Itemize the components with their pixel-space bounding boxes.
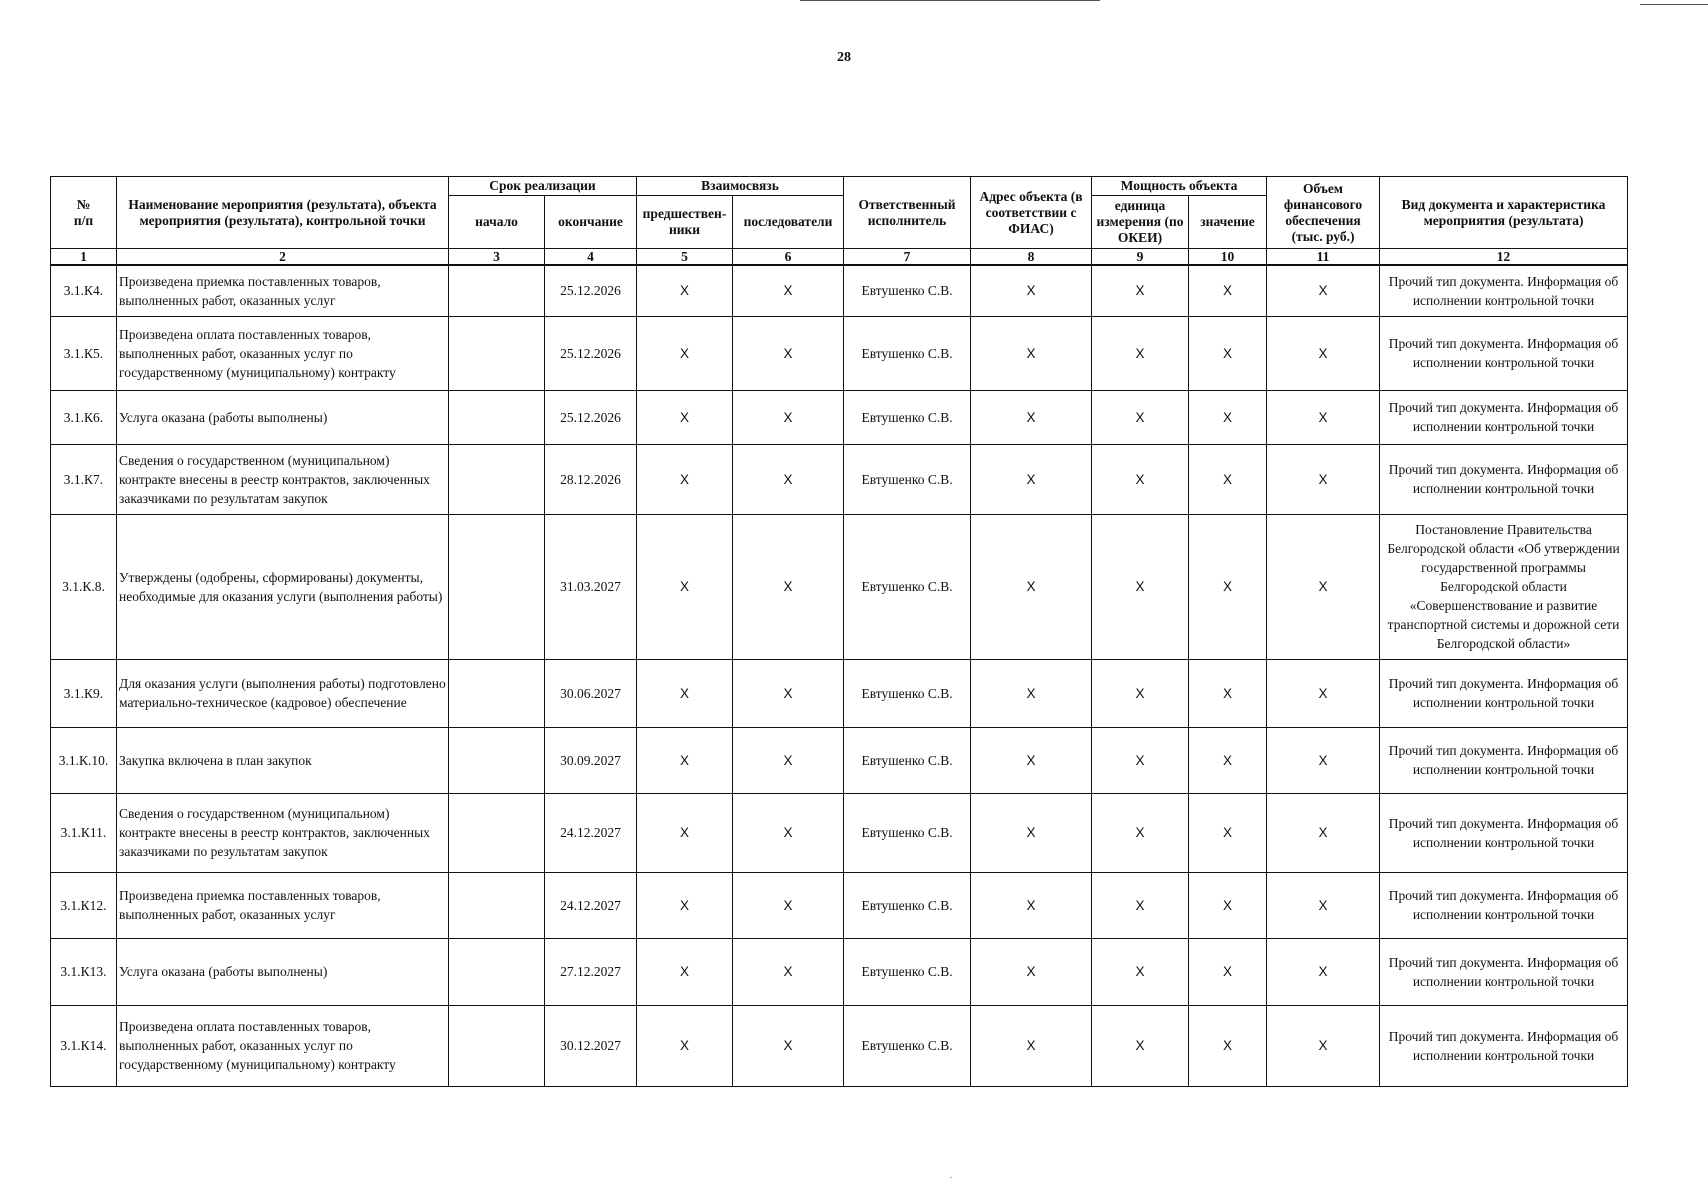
row-start — [449, 1005, 545, 1086]
row-unit: Х — [1092, 727, 1189, 793]
row-next: Х — [733, 444, 844, 514]
row-responsible: Евтушенко С.В. — [844, 872, 971, 938]
row-start — [449, 390, 545, 444]
table-row — [51, 659, 1628, 727]
row-number: 3.1.К5. — [51, 316, 117, 390]
row-name: Утверждены (одобрены, сформированы) документы, необходимые для оказания услуги (выполнения работы) — [117, 514, 449, 659]
row-start — [449, 444, 545, 514]
column-number: 1 — [51, 249, 117, 266]
row-next: Х — [733, 659, 844, 727]
row-doc: Прочий тип документа. Информация об исполнении контрольной точки — [1380, 793, 1628, 872]
header-relation-prev: предшествен-ники — [637, 196, 733, 249]
table-row — [51, 316, 1628, 390]
row-doc: Прочий тип документа. Информация об исполнении контрольной точки — [1380, 1005, 1628, 1086]
table-row — [51, 444, 1628, 514]
row-value: Х — [1189, 793, 1267, 872]
row-start — [449, 727, 545, 793]
row-doc: Прочий тип документа. Информация об исполнении контрольной точки — [1380, 938, 1628, 1005]
row-number: 3.1.К11. — [51, 793, 117, 872]
header-term-end: окончание — [545, 196, 637, 249]
row-unit: Х — [1092, 793, 1189, 872]
row-number: 3.1.К.10. — [51, 727, 117, 793]
row-prev: Х — [637, 444, 733, 514]
header-name: Наименование мероприятия (результата), объекта мероприятия (результата), контрольной точки — [117, 177, 449, 249]
row-next: Х — [733, 872, 844, 938]
row-address: Х — [971, 444, 1092, 514]
row-unit: Х — [1092, 444, 1189, 514]
row-name: Закупка включена в план закупок — [117, 727, 449, 793]
row-number: 3.1.К7. — [51, 444, 117, 514]
row-finance: Х — [1267, 727, 1380, 793]
column-number: 4 — [545, 249, 637, 266]
row-value: Х — [1189, 316, 1267, 390]
row-name: Произведена оплата поставленных товаров, выполненных работ, оказанных услуг по государственному (муниципальному) контракту — [117, 316, 449, 390]
table-row — [51, 872, 1628, 938]
header-responsible: Ответственный исполнитель — [844, 177, 971, 249]
row-value: Х — [1189, 727, 1267, 793]
row-address: Х — [971, 265, 1092, 316]
row-next: Х — [733, 514, 844, 659]
header-term: Срок реализации — [449, 177, 637, 196]
row-responsible: Евтушенко С.В. — [844, 390, 971, 444]
row-responsible: Евтушенко С.В. — [844, 1005, 971, 1086]
row-value: Х — [1189, 390, 1267, 444]
row-finance: Х — [1267, 265, 1380, 316]
row-number: 3.1.К12. — [51, 872, 117, 938]
row-value: Х — [1189, 514, 1267, 659]
header-term-start: начало — [449, 196, 545, 249]
row-next: Х — [733, 265, 844, 316]
row-start — [449, 514, 545, 659]
header-relation-next: последователи — [733, 196, 844, 249]
column-number: 2 — [117, 249, 449, 266]
header-num: № п/п — [51, 177, 117, 249]
row-name: Услуга оказана (работы выполнены) — [117, 390, 449, 444]
row-start — [449, 793, 545, 872]
row-responsible: Евтушенко С.В. — [844, 793, 971, 872]
row-end: 28.12.2026 — [545, 444, 637, 514]
column-number: 8 — [971, 249, 1092, 266]
row-unit: Х — [1092, 265, 1189, 316]
row-prev: Х — [637, 727, 733, 793]
row-next: Х — [733, 938, 844, 1005]
row-doc: Прочий тип документа. Информация об исполнении контрольной точки — [1380, 444, 1628, 514]
row-doc: Прочий тип документа. Информация об исполнении контрольной точки — [1380, 316, 1628, 390]
row-finance: Х — [1267, 872, 1380, 938]
column-number: 5 — [637, 249, 733, 266]
table-row — [51, 727, 1628, 793]
row-address: Х — [971, 390, 1092, 444]
table-row — [51, 938, 1628, 1005]
row-number: 3.1.К6. — [51, 390, 117, 444]
row-end: 25.12.2026 — [545, 390, 637, 444]
header-address: Адрес объекта (в соответствии с ФИАС) — [971, 177, 1092, 249]
table-row — [51, 514, 1628, 659]
row-name: Произведена приемка поставленных товаров, выполненных работ, оказанных услуг — [117, 265, 449, 316]
header-capacity-unit: единица измерения (по ОКЕИ) — [1092, 196, 1189, 249]
row-unit: Х — [1092, 390, 1189, 444]
row-name: Произведена приемка поставленных товаров, выполненных работ, оказанных услуг — [117, 872, 449, 938]
row-start — [449, 938, 545, 1005]
row-prev: Х — [637, 659, 733, 727]
page-number: 28 — [837, 50, 851, 65]
table-row — [51, 1005, 1628, 1086]
scan-top-line — [800, 0, 1100, 1]
row-address: Х — [971, 727, 1092, 793]
column-number: 6 — [733, 249, 844, 266]
row-end: 25.12.2026 — [545, 316, 637, 390]
row-unit: Х — [1092, 1005, 1189, 1086]
row-responsible: Евтушенко С.В. — [844, 727, 971, 793]
column-number: 11 — [1267, 249, 1380, 266]
row-doc: Прочий тип документа. Информация об исполнении контрольной точки — [1380, 265, 1628, 316]
row-responsible: Евтушенко С.В. — [844, 444, 971, 514]
row-prev: Х — [637, 872, 733, 938]
row-number: 3.1.К.8. — [51, 514, 117, 659]
row-start — [449, 316, 545, 390]
row-name: Для оказания услуги (выполнения работы) подготовлено материально-техническое (кадровое) обеспечение — [117, 659, 449, 727]
row-name: Сведения о государственном (муниципальном) контракте внесены в реестр контрактов, заключенных заказчиками по результатам закупок — [117, 444, 449, 514]
row-finance: Х — [1267, 659, 1380, 727]
row-value: Х — [1189, 659, 1267, 727]
scan-artifact — [950, 1177, 952, 1178]
row-unit: Х — [1092, 872, 1189, 938]
row-responsible: Евтушенко С.В. — [844, 938, 971, 1005]
row-prev: Х — [637, 265, 733, 316]
row-responsible: Евтушенко С.В. — [844, 659, 971, 727]
row-unit: Х — [1092, 938, 1189, 1005]
row-unit: Х — [1092, 316, 1189, 390]
row-prev: Х — [637, 1005, 733, 1086]
row-next: Х — [733, 727, 844, 793]
table-header — [51, 177, 1628, 266]
row-end: 24.12.2027 — [545, 793, 637, 872]
row-finance: Х — [1267, 793, 1380, 872]
row-value: Х — [1189, 938, 1267, 1005]
row-name: Сведения о государственном (муниципальном) контракте внесены в реестр контрактов, заключенных заказчиками по результатам закупок — [117, 793, 449, 872]
row-address: Х — [971, 316, 1092, 390]
row-end: 27.12.2027 — [545, 938, 637, 1005]
row-unit: Х — [1092, 514, 1189, 659]
row-value: Х — [1189, 444, 1267, 514]
row-next: Х — [733, 390, 844, 444]
row-prev: Х — [637, 316, 733, 390]
row-unit: Х — [1092, 659, 1189, 727]
header-capacity-value: значение — [1189, 196, 1267, 249]
table-row — [51, 390, 1628, 444]
row-next: Х — [733, 793, 844, 872]
column-number: 3 — [449, 249, 545, 266]
row-responsible: Евтушенко С.В. — [844, 514, 971, 659]
row-start — [449, 659, 545, 727]
row-name: Произведена оплата поставленных товаров, выполненных работ, оказанных услуг по государственному (муниципальному) контракту — [117, 1005, 449, 1086]
row-finance: Х — [1267, 1005, 1380, 1086]
row-address: Х — [971, 872, 1092, 938]
row-name: Услуга оказана (работы выполнены) — [117, 938, 449, 1005]
row-prev: Х — [637, 793, 733, 872]
row-next: Х — [733, 1005, 844, 1086]
row-doc: Прочий тип документа. Информация об исполнении контрольной точки — [1380, 659, 1628, 727]
header-capacity: Мощность объекта — [1092, 177, 1267, 196]
row-finance: Х — [1267, 938, 1380, 1005]
row-start — [449, 872, 545, 938]
column-number: 7 — [844, 249, 971, 266]
column-number: 12 — [1380, 249, 1628, 266]
table-body — [51, 265, 1628, 1086]
row-prev: Х — [637, 514, 733, 659]
row-responsible: Евтушенко С.В. — [844, 265, 971, 316]
row-address: Х — [971, 938, 1092, 1005]
table-row — [51, 265, 1628, 316]
row-number: 3.1.К13. — [51, 938, 117, 1005]
row-number: 3.1.К9. — [51, 659, 117, 727]
column-number: 9 — [1092, 249, 1189, 266]
row-finance: Х — [1267, 444, 1380, 514]
table-row — [51, 793, 1628, 872]
scan-top-line-right — [1640, 4, 1708, 5]
row-end: 31.03.2027 — [545, 514, 637, 659]
row-doc: Прочий тип документа. Информация об исполнении контрольной точки — [1380, 872, 1628, 938]
row-value: Х — [1189, 1005, 1267, 1086]
header-doc: Вид документа и характеристика мероприятия (результата) — [1380, 177, 1628, 249]
row-end: 24.12.2027 — [545, 872, 637, 938]
row-value: Х — [1189, 265, 1267, 316]
row-end: 25.12.2026 — [545, 265, 637, 316]
row-address: Х — [971, 659, 1092, 727]
row-start — [449, 265, 545, 316]
row-number: 3.1.К4. — [51, 265, 117, 316]
row-number: 3.1.К14. — [51, 1005, 117, 1086]
row-doc: Прочий тип документа. Информация об исполнении контрольной точки — [1380, 390, 1628, 444]
column-number: 10 — [1189, 249, 1267, 266]
row-prev: Х — [637, 390, 733, 444]
row-finance: Х — [1267, 316, 1380, 390]
header-finance: Объем финансового обеспечения (тыс. руб.) — [1267, 177, 1380, 249]
control-points-table — [50, 176, 1628, 1087]
row-end: 30.12.2027 — [545, 1005, 637, 1086]
row-doc: Постановление Правительства Белгородской области «Об утверждении государственной программы Белгородской области «Совершенствование и развитие транспортной системы и дорожной сети Белгородской области» — [1380, 514, 1628, 659]
row-address: Х — [971, 514, 1092, 659]
row-address: Х — [971, 1005, 1092, 1086]
row-finance: Х — [1267, 514, 1380, 659]
column-numbers-row — [51, 249, 1628, 266]
row-end: 30.09.2027 — [545, 727, 637, 793]
row-prev: Х — [637, 938, 733, 1005]
row-responsible: Евтушенко С.В. — [844, 316, 971, 390]
header-relation: Взаимосвязь — [637, 177, 844, 196]
row-value: Х — [1189, 872, 1267, 938]
row-end: 30.06.2027 — [545, 659, 637, 727]
row-doc: Прочий тип документа. Информация об исполнении контрольной точки — [1380, 727, 1628, 793]
row-next: Х — [733, 316, 844, 390]
row-address: Х — [971, 793, 1092, 872]
row-finance: Х — [1267, 390, 1380, 444]
